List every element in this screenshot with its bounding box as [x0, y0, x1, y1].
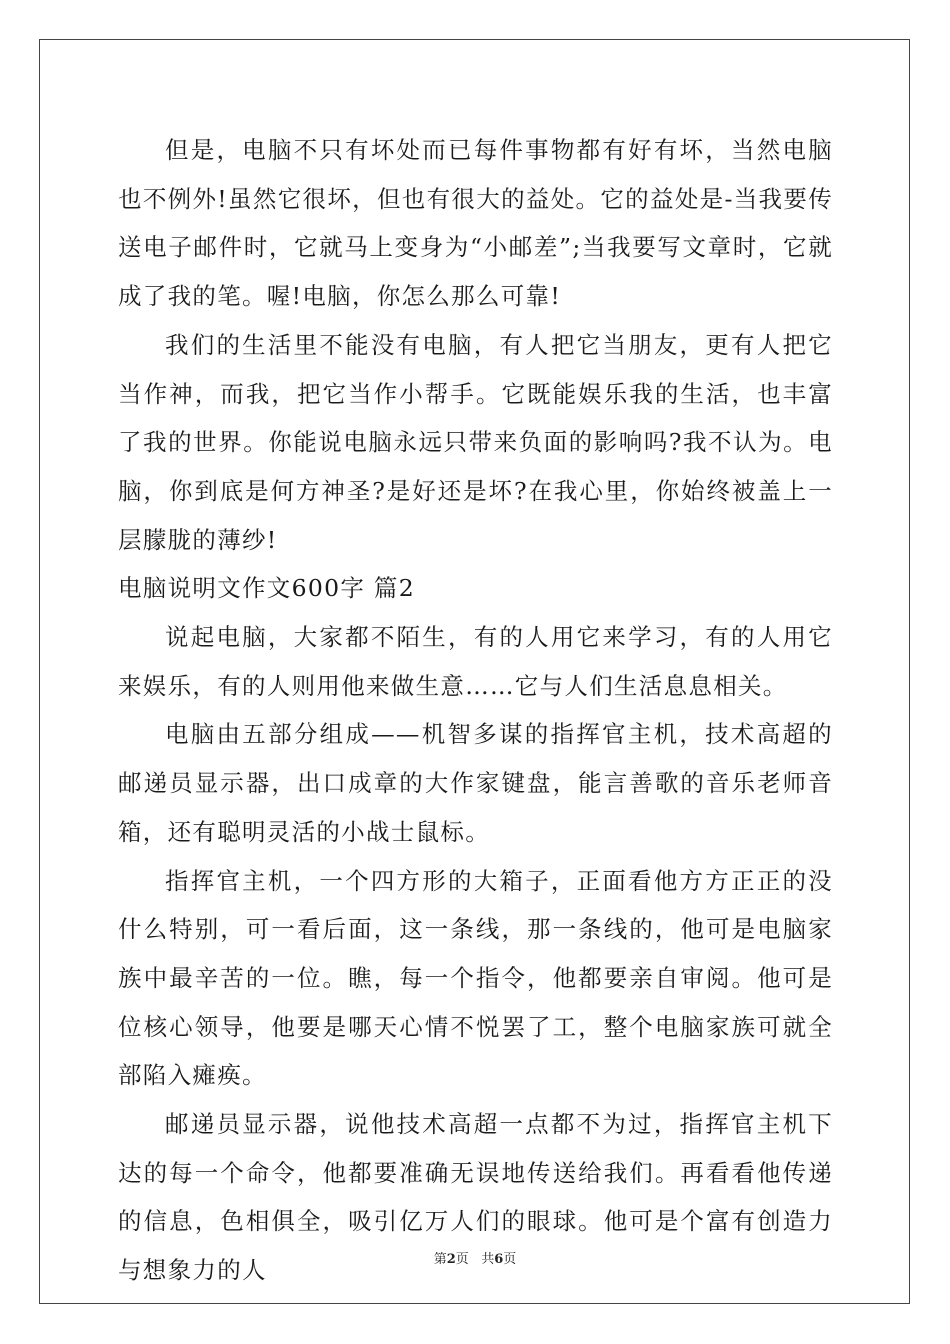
page-footer: [0, 1248, 950, 1267]
total-prefix: 共: [481, 1252, 495, 1267]
page-prefix: 第: [433, 1252, 447, 1267]
total-pages-number: 6: [494, 1252, 504, 1267]
paragraph: 电脑由五部分组成——机智多谋的指挥官主机，技术高超的邮递员显示器，出口成章的大作家键盘，能言善歌的音乐老师音箱，还有聪明灵活的小战士鼠标。: [118, 720, 833, 846]
paragraph: 但是，电脑不只有坏处而已每件事物都有好有坏，当然电脑也不例外!虽然它很坏，但也有很大的益处。它的益处是-当我要传送电子邮件时，它就马上变身为“小邮差”;当我要写文章时，它就成了我的笔。喔!电脑，你怎么那么可靠!: [118, 136, 833, 311]
total-suffix: 页: [503, 1252, 517, 1267]
paragraph: 邮递员显示器，说他技术高超一点都不为过，指挥官主机下达的每一个命令，他都要准确无误地传送给我们。再看看他传递的信息，色相俱全，吸引亿万人们的眼球。他可是个富有创造力与想象力的人: [118, 1110, 833, 1285]
paragraph: 我们的生活里不能没有电脑，有人把它当朋友，更有人把它当作神，而我，把它当作小帮手。它既能娱乐我的生活，也丰富了我的世界。你能说电脑永远只带来负面的影响吗?我不认为。电脑，你到底是何方神圣?是好还是坏?在我心里，你始终被盖上一层朦胧的薄纱!: [118, 330, 833, 554]
section-heading: 电脑说明文作文600字 篇2: [118, 574, 415, 603]
current-page-number: 2: [446, 1252, 456, 1267]
paragraph: 说起电脑，大家都不陌生，有的人用它来学习，有的人用它来娱乐，有的人则用他来做生意……它与人们生活息息相关。: [118, 623, 833, 700]
page-suffix: 页: [455, 1252, 469, 1267]
paragraph: 指挥官主机，一个四方形的大箱子，正面看他方方正正的没什么特别，可一看后面，这一条线，那一条线的，他可是电脑家族中最辛苦的一位。瞧，每一个指令，他都要亲自审阅。他可是位核心领导，他要是哪天心情不悦罢了工，整个电脑家族可就全部陷入瘫痪。: [118, 866, 833, 1090]
document-body: [118, 126, 833, 1295]
